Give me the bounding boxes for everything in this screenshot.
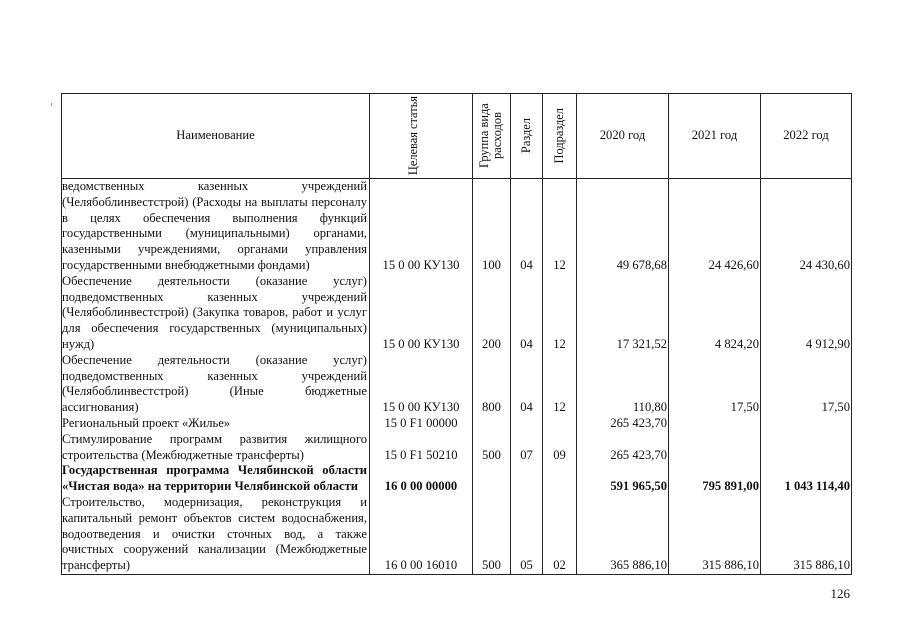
cell-group: 500 [473, 432, 511, 464]
cell-2022: 17,50 [761, 353, 852, 416]
cell-section: 07 [511, 432, 543, 464]
table-row [62, 416, 852, 432]
table-header-row [62, 94, 852, 179]
cell-2021: 17,50 [669, 353, 761, 416]
cell-target: 16 0 00 00000 [370, 463, 473, 495]
cell-section: 05 [511, 495, 543, 574]
cell-2020: 365 886,10 [577, 495, 669, 574]
cell-subsection: 12 [543, 274, 577, 353]
cell-name: Государственная программа Челябинской области «Чистая вода» на территории Челябинской области [62, 463, 370, 495]
cell-2022 [761, 432, 852, 464]
cell-2021 [669, 416, 761, 432]
cell-subsection: 12 [543, 353, 577, 416]
header-subsection: Подраздел [543, 94, 577, 179]
cell-2022: 4 912,90 [761, 274, 852, 353]
cell-section: 04 [511, 274, 543, 353]
cell-2022: 315 886,10 [761, 495, 852, 574]
table-row [62, 495, 852, 574]
header-name: Наименование [62, 94, 370, 179]
cell-2022: 1 043 114,40 [761, 463, 852, 495]
table-row [62, 463, 852, 495]
header-target: Целевая статья [370, 94, 473, 179]
cell-2022: 24 430,60 [761, 179, 852, 274]
cell-name: Региональный проект «Жилье» [62, 416, 370, 432]
cell-group: 200 [473, 274, 511, 353]
cell-subsection [543, 463, 577, 495]
scan-mark [51, 103, 52, 106]
cell-target: 15 0 F1 50210 [370, 432, 473, 464]
table-row [62, 179, 852, 274]
cell-section: 04 [511, 179, 543, 274]
header-2022: 2022 год [761, 94, 852, 179]
cell-group [473, 463, 511, 495]
cell-name: Строительство, модернизация, реконструкция и капитальный ремонт объектов систем водоснабжения, водоотведения и очистки сточных вод, а также очистных сооружений канализации (Межбюджетные трансферты) [62, 495, 370, 574]
header-group: Группа вида расходов [473, 94, 511, 179]
cell-2020: 17 321,52 [577, 274, 669, 353]
cell-2021: 24 426,60 [669, 179, 761, 274]
cell-2020: 49 678,68 [577, 179, 669, 274]
cell-name: Обеспечение деятельности (оказание услуг) подведомственных казенных учреждений (Челябоблинвестстрой) (Иные бюджетные ассигнования) [62, 353, 370, 416]
cell-subsection: 02 [543, 495, 577, 574]
cell-subsection: 09 [543, 432, 577, 464]
cell-target: 15 0 00 КУ130 [370, 353, 473, 416]
header-2021: 2021 год [669, 94, 761, 179]
cell-group: 500 [473, 495, 511, 574]
cell-subsection: 12 [543, 179, 577, 274]
cell-2020: 591 965,50 [577, 463, 669, 495]
page-number: 126 [830, 586, 850, 601]
cell-2021: 795 891,00 [669, 463, 761, 495]
header-2020: 2020 год [577, 94, 669, 179]
table-row [62, 432, 852, 464]
cell-subsection [543, 416, 577, 432]
cell-target: 15 0 00 КУ130 [370, 179, 473, 274]
cell-2022 [761, 416, 852, 432]
cell-2021 [669, 432, 761, 464]
cell-group: 100 [473, 179, 511, 274]
cell-name: Стимулирование программ развития жилищного строительства (Межбюджетные трансферты) [62, 432, 370, 464]
cell-section [511, 416, 543, 432]
cell-target: 15 0 00 КУ130 [370, 274, 473, 353]
cell-section [511, 463, 543, 495]
cell-2020: 265 423,70 [577, 416, 669, 432]
table-row [62, 353, 852, 416]
cell-name: Обеспечение деятельности (оказание услуг) подведомственных казенных учреждений (Челябоблинвестстрой) (Закупка товаров, работ и услуг для обеспечения государственных (муниципальных) нужд) [62, 274, 370, 353]
cell-group: 800 [473, 353, 511, 416]
cell-2021: 4 824,20 [669, 274, 761, 353]
table-row [62, 274, 852, 353]
cell-2020: 110,80 [577, 353, 669, 416]
cell-2020: 265 423,70 [577, 432, 669, 464]
budget-table [61, 93, 852, 575]
cell-target: 15 0 F1 00000 [370, 416, 473, 432]
header-section: Раздел [511, 94, 543, 179]
cell-group [473, 416, 511, 432]
cell-target: 16 0 00 16010 [370, 495, 473, 574]
cell-name: ведомственных казенных учреждений (Челябоблинвестстрой) (Расходы на выплаты персоналу в целях обеспечения выполнения функций государственными (муниципальными) органами, казенными учреждениями, органами управления государственными внебюджетными фондами) [62, 179, 370, 274]
cell-2021: 315 886,10 [669, 495, 761, 574]
cell-section: 04 [511, 353, 543, 416]
budget-table-sheet [61, 93, 851, 575]
